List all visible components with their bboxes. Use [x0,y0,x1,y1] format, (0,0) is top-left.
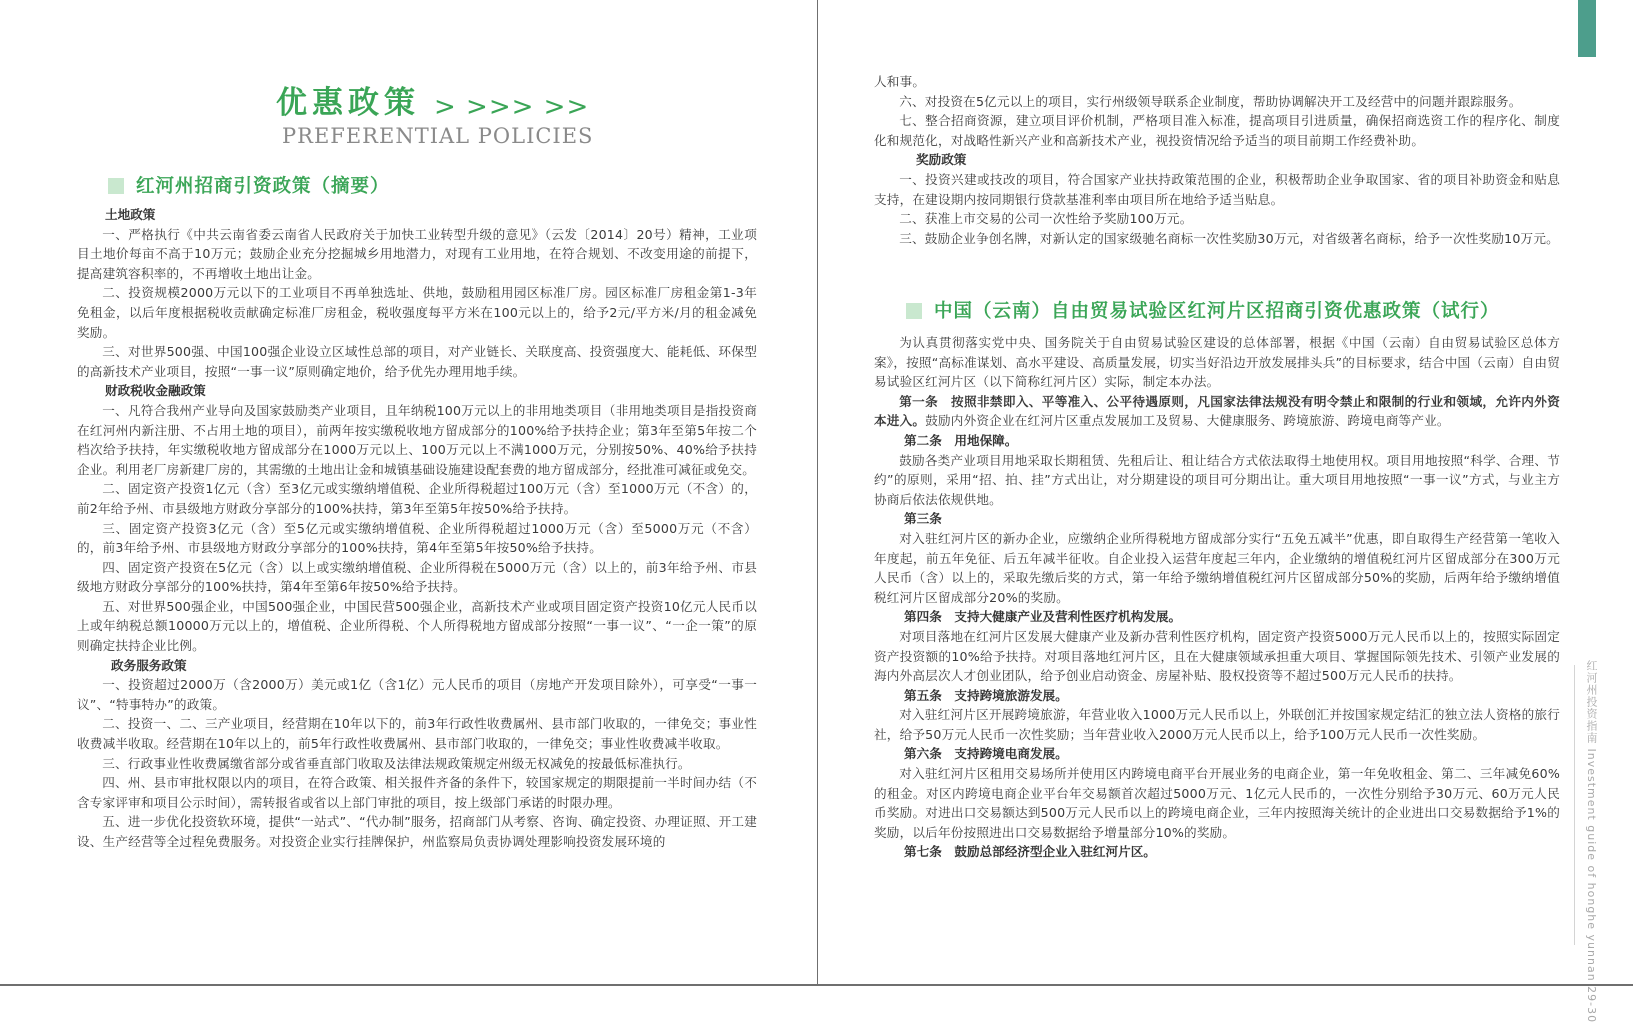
land-policy-heading: 土地政策 [105,207,156,222]
finance-policy-item: 四、固定资产投资在5亿元（含）以上或实缴纳增值税、企业所得税在5000万元（含）以上的，前3年给予州、市县级地方财政分享部分的100%扶持，第4年至第6年按50%给予扶持。 [77,559,757,595]
service-policy-heading: 政务服务政策 [111,657,187,673]
reward-policy-item: 二、获准上市交易的公司一次性给予奖励100万元。 [899,211,1193,227]
article-7-heading: 第七条 鼓励总部经济型企业入驻红河片区。 [904,844,1156,860]
square-bullet-icon [906,303,922,319]
intro-paragraph: 为认真贯彻落实党中央、国务院关于自由贸易试验区建设的总体部署，根据《中国（云南）自由贸易试验区总体方案》，按照“高标准谋划、高水平建设、高质量发展，切实当好沿边开放发展排头兵”的目标要求，结合中国（云南）自由贸易试验区红河片区（以下简称红河片区）实际，制定本办法。 [874,335,1560,390]
article-5-text: 对入驻红河片区开展跨境旅游，年营业收入1000万元人民币以上，外联创汇并按国家规定结汇的独立法人资格的旅行社，给予50万元人民币一次性奖励；当年营业收入2000万元人民币以上，给予100万元人民币一次性奖励。 [874,707,1560,742]
article-3-heading: 第三条 [904,511,942,527]
land-policy-item: 三、对世界500强、中国100强企业设立区域性总部的项目，对产业链长、关联度高、投资强度大、能耗低、环保型的高新技术产业项目，按照“一事一议”原则确定地价，给予优先办理用地手续。 [77,344,757,379]
service-policy-item: 一、投资超过2000万（含2000万）美元或1亿（含1亿）元人民币的项目（房地产开发项目除外），可享受“一事一议”、“特事特办”的政策。 [77,677,757,712]
article-5-heading: 第五条 支持跨境旅游发展。 [904,687,1068,703]
side-page-label: 红河州投资指南 Investment guide of honghe yunnan 29-30 [1585,660,1598,1023]
article-4-text: 对项目落地在红河片区发展大健康产业及新办营利性医疗机构，固定资产投资5000万元人民币以上的，按照实际固定资产投资额的10%给予扶持。对项目落地红河片区，且在大健康领域承担重大项目、掌握国际领先技术、引领产业发展的海内外高层次人才创业团队，给予创业启动资金、房屋补贴、股权投资等不超过500万元人民币的扶持。 [874,628,1560,684]
chevron-arrows-icon: > >>> >> [434,92,590,122]
article-6-text: 对入驻红河片区租用交易场所并使用区内跨境电商平台开展业务的电商企业，第一年免收租金、第二、三年减免60%的租金。对区内跨境电商企业平台年交易额首次超过5000万元、1亿元人民币的，一次性分别给予30万元、60万元人民币奖励。对进出口交易额达到500万元人民币以上的跨境电商企业，三年内按照海关统计的企业进出口交易数据给予1%的奖励，以后年份按照进出口交易数据给予增量部分10%的奖励。 [874,766,1560,840]
service-policy-item: 二、投资一、二、三产业项目，经营期在10年以下的，前3年行政性收费属州、县市部门收取的，一律免交；事业性收费减半收取。经营期在10年以上的，前5年行政性收费属州、县市部门收取的，一律免交；事业性收费减半收取。 [77,716,757,752]
finance-policy-item: 三、固定资产投资3亿元（含）至5亿元或实缴纳增值税、企业所得税超过1000万元（含）至5000万元（不含）的，前3年给予州、市县级地方财政分享部分的100%扶持，第4年至第5年按50%给予扶持。 [77,520,757,556]
service-policy-item: 三、行政事业性收费属缴省部分或省垂直部门收取及法律法规政策规定州级无权减免的按最低标准执行。 [102,755,691,771]
article-3-text: 对入驻红河片区的新办企业，应缴纳企业所得税地方留成部分实行“五免五减半”优惠，即自取得生产经营第一笔收入年度起，前五年免征、后五年减半征收。自企业投入运营年度起三年内，企业缴纳的增值税红河片区留成部分在300万元人民币（含）以上的，采取先缴后奖的方式，第一年给予缴纳增值税红河片区留成部分50%的奖励，后两年给予缴纳增值税红河片区留成部分20%的奖励。 [874,530,1560,605]
reward-policy-heading: 奖励政策 [916,152,967,168]
article-1 [874,392,1560,431]
left-column-body [77,205,757,852]
page-gutter [817,0,818,986]
article-6-heading: 第六条 支持跨境电商发展。 [904,746,1068,762]
reward-policy-item: 三、鼓励企业争创名牌，对新认定的国家级驰名商标一次性奖励30万元，对省级著名商标，给予一次性奖励10万元。 [899,230,1559,246]
article-1-heading: 第一条 按照非禁即入、平等准入、公平待遇原则，凡国家法律法规没有明令禁止和限制的行业和领域，允许内外资本进入。 [874,393,1560,429]
article-2-text: 鼓励各类产业项目用地采取长期租赁、先租后让、租让结合方式依法取得土地使用权。项目用地按照“科学、合理、节约”的原则，采用“招、拍、挂”方式出让，对分期建设的项目可分期出让。重大项目用地按照“一事一议”方式，与业主方协商后依法依规供地。 [874,452,1560,507]
service-policy-item: 六、对投资在5亿元以上的项目，实行州级领导联系企业制度，帮助协调解决开工及经营中的问题并跟踪服务。 [899,93,1522,109]
right-column-body [874,333,1560,862]
section-title-left [108,175,390,199]
land-policy-item: 一、严格执行《中共云南省委云南省人民政府关于加快工业转型升级的意见》（云发〔2014〕20号）精神，工业项目土地价每亩不高于10万元；鼓励企业充分挖掘城乡用地潜力，对现有工业用地，在符合规划、不改变用途的前提下，提高建筑容积率的，不再增收土地出让金。 [77,226,757,281]
page-subtitle: PREFERENTIAL POLICIES [282,124,594,148]
service-policy-item: 五、进一步优化投资软环境，提供“一站式”、“代办制”服务，招商部门从考察、咨询、确定投资、办理证照、开工建设、生产经营等全过程免费服务。对投资企业实行挂牌保护，州监察局负责协调处理影响投资发展环境的 [77,814,757,849]
finance-policy-item: 五、对世界500强企业，中国500强企业，中国民营500强企业，高新技术产业或项目固定资产投资10亿元人民币以上或年纳税总额10000万元以上的，增值税、企业所得税、个人所得税地方留成部分按照“一事一议”、“一企一策”的原则确定扶持企业比例。 [77,598,757,654]
finance-policy-heading: 财政税收金融政策 [105,383,206,399]
article-2-heading: 第二条 用地保障。 [904,432,1018,448]
section-title-text: 红河州招商引资政策（摘要） [136,176,390,197]
continued-text: 人和事。 [874,74,926,89]
article-4-heading: 第四条 支持大健康产业及营利性医疗机构发展。 [904,609,1182,625]
finance-policy-item: 二、固定资产投资1亿元（含）至3亿元或实缴纳增值税、企业所得税超过100万元（含）至1000万元（不含）的，前2年给予州、市县级地方财政分享部分的100%扶持，第3年至第5年按50%给予扶持。 [77,481,757,516]
land-policy-item: 二、投资规模2000万元以下的工业项目不再单独选址、供地，鼓励租用园区标准厂房。园区标准厂房租金第1-3年免租金，以后年度根据税收贡献确定标准厂房租金，税收强度每平方米在100元以上的，给予2元/平方米/月的租金减免奖励。 [77,285,757,340]
right-column-top [874,72,1560,248]
side-divider [1574,665,1575,945]
finance-policy-item: 一、凡符合我州产业导向及国家鼓励类产业项目，且年纳税100万元以上的非用地类项目（非用地类项目是指投资商在红河州内新注册、不占用土地的项目），前两年按实缴税收地方留成部分的100%给予扶持企业；第3年至第5年按二个档次给予扶持，年实缴税收地方留成部分在1000万元以上、100万元以上不满1000万元，分别按50%、40%给予扶持企业。利用老厂房新建厂房的，其需缴的土地出让金和城镇基础设施建设配套费的地方留成部分，经批准可减征或免交。 [77,402,757,477]
square-bullet-icon [108,178,124,194]
section-title-text: 中国（云南）自由贸易试验区红河片区招商引资优惠政策（试行） [934,301,1500,322]
reward-policy-item: 一、投资兴建或技改的项目，符合国家产业扶持政策范围的企业，积极帮助企业争取国家、省的项目补助资金和贴息支持，在建设期内按同期银行贷款基准利率由项目所在地给予适当贴息。 [874,171,1560,207]
article-1-text: 鼓励内外资企业在红河片区重点发展加工及贸易、大健康服务、跨境旅游、跨境电商等产业。 [925,413,1450,429]
page-title: 优惠政策 [276,85,420,121]
section-title-right [906,300,1500,324]
page-tab-marker [1578,0,1596,57]
service-policy-item: 七、整合招商资源，建立项目评价机制，严格项目准入标准，提高项目引进质量，确保招商选资工作的程序化、制度化和规范化，对战略性新兴产业和高新技术产业，视投资情况给予适当的项目前期工作经费补助。 [874,113,1560,148]
service-policy-item: 四、州、县市审批权限以内的项目，在符合政策、相关报件齐备的条件下，较国家规定的期限提前一半时间办结（不含专家评审和项目公示时间），需转报省或省以上部门审批的项目，按上级部门承诺的时限办理。 [77,775,757,810]
